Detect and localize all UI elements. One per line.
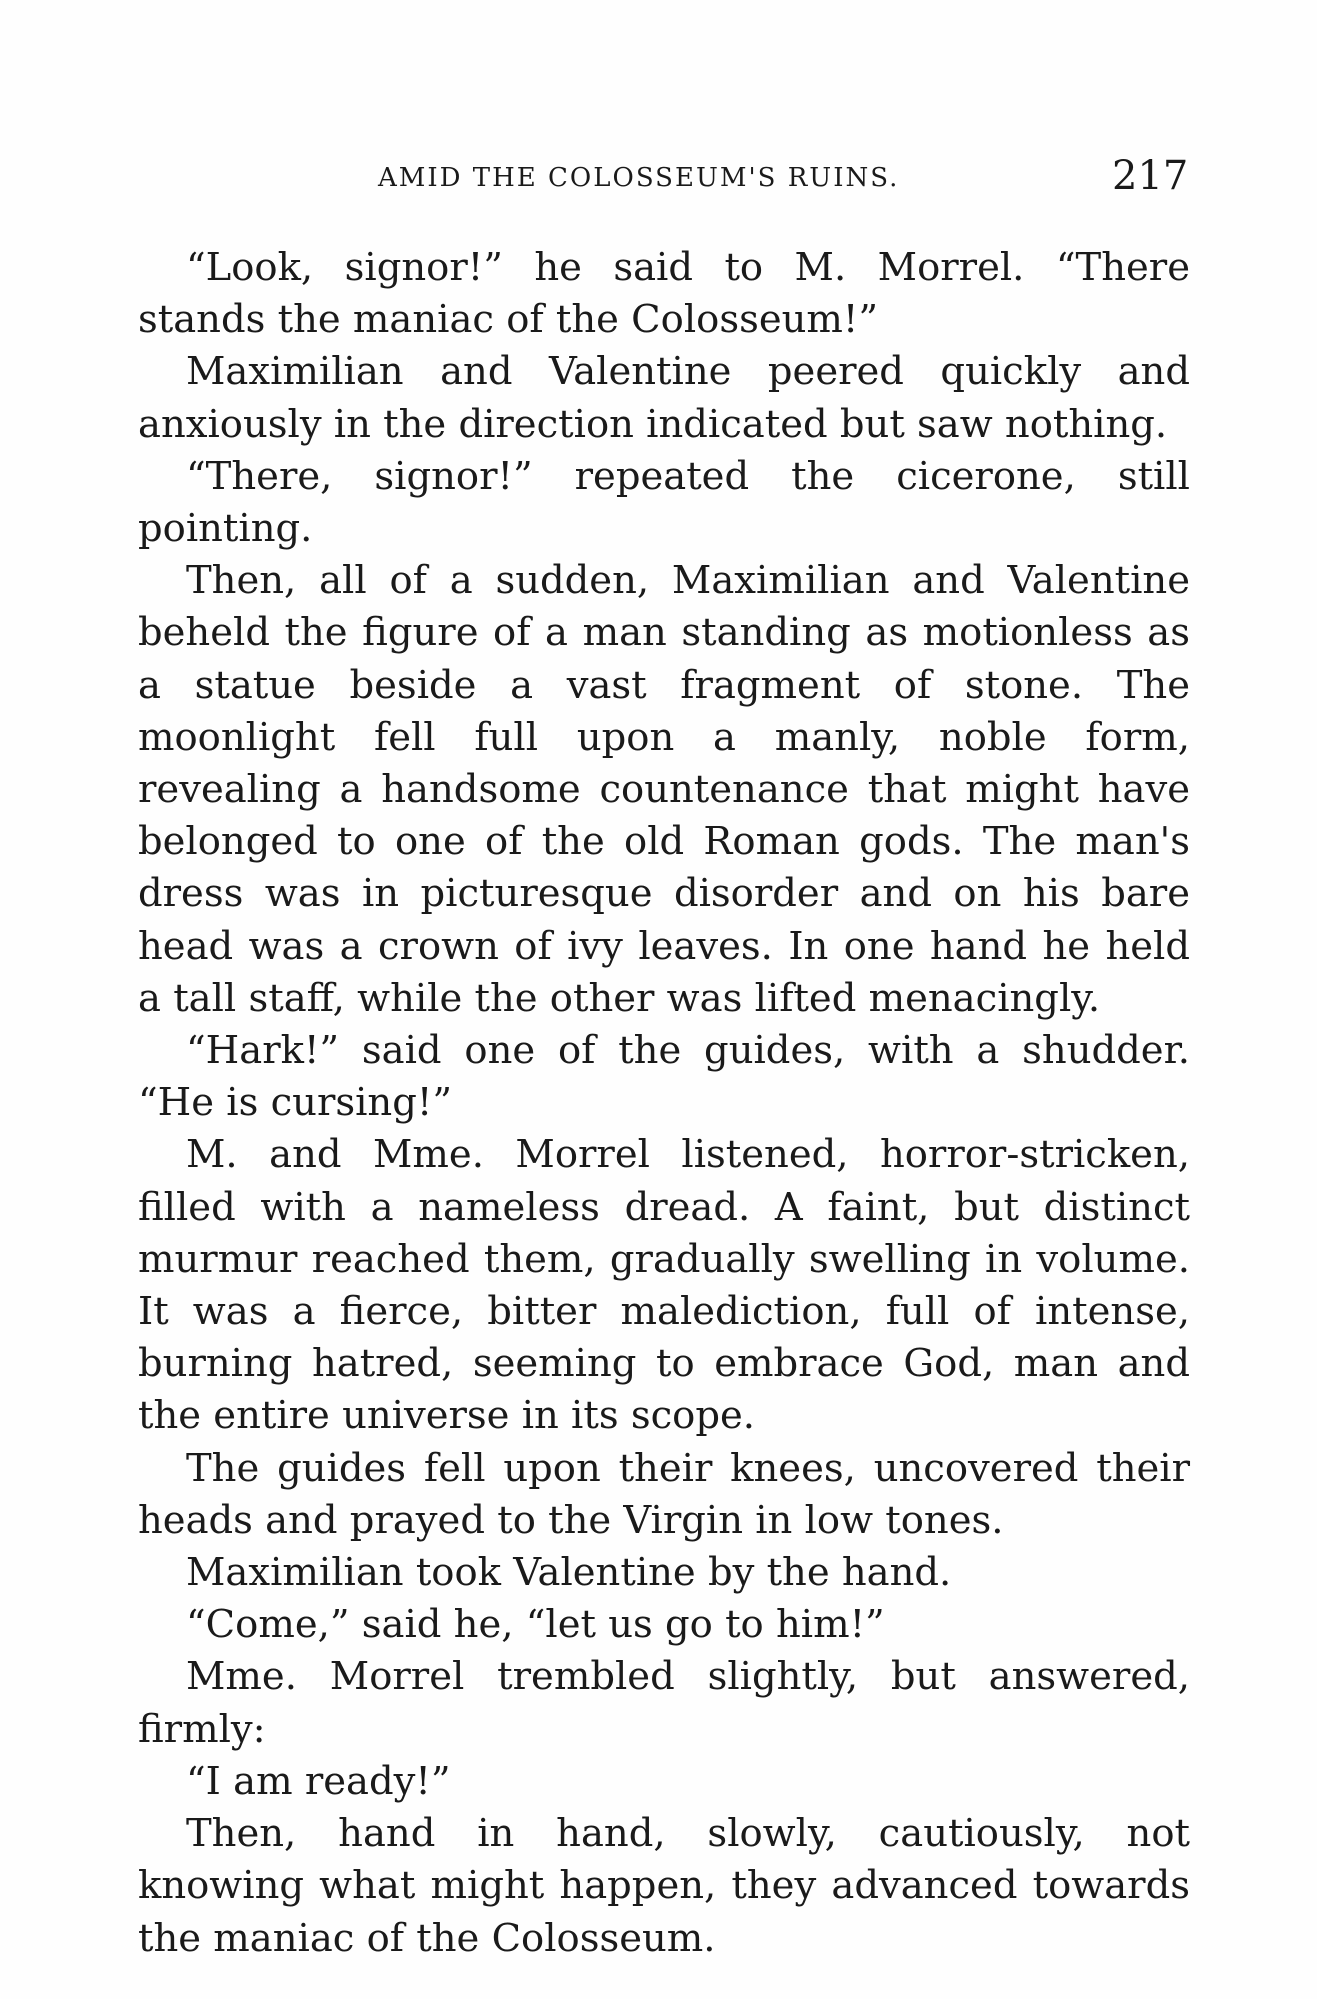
paragraph: “Look, signor!” he said to M. Morrel. “There stands the maniac of the Colosseum!” (138, 245, 1190, 343)
paragraph: “Hark!” said one of the guides, with a shudder. “He is cursing!” (138, 1028, 1190, 1126)
paragraph: “There, signor!” repeated the cicerone, still pointing. (138, 453, 1190, 552)
running-title: AMID THE COLOSSEUM'S RUINS. (378, 163, 900, 193)
paragraph: Maximilian and Valentine peered quickly and anxiously in the direction indicated but saw nothing. (138, 349, 1190, 447)
paragraph: Then, hand in hand, slowly, cautiously, not knowing what might happen, they advanced towards the maniac of the Colosseum. (138, 1811, 1190, 1961)
body-text (138, 242, 1190, 1965)
running-head (0, 153, 1317, 199)
paragraph: Maximilian took Valentine by the hand. (186, 1550, 952, 1596)
paragraph: The guides fell upon their knees, uncovered their heads and prayed to the Virgin in low tones. (138, 1445, 1190, 1543)
paragraph: Then, all of a sudden, Maximilian and Valentine beheld the figure of a man standing as motionless as a statue beside a vast fragment of stone. The moonlight fell full upon a manly, noble form, revealing a handsome countenance that might have belonged to one of the old Roman gods. The man's dress was in picturesque disorder and on his bare head was a crown of ivy leaves. In one hand he held a tall staff, while the other was lifted menacingly. (138, 558, 1190, 1021)
page-number: 217 (1112, 153, 1189, 199)
paragraph: “Come,” said he, “let us go to him!” (186, 1602, 885, 1648)
paragraph: Mme. Morrel trembled slightly, but answered, firmly: (138, 1654, 1190, 1752)
paragraph: M. and Mme. Morrel listened, horror-stricken, filled with a nameless dread. A faint, but distinct murmur reached them, gradually swelling in volume. It was a fierce, bitter malediction, full of intense, burning hatred, seeming to embrace God, man and the entire universe in its scope. (138, 1132, 1190, 1439)
paragraph: “I am ready!” (186, 1758, 451, 1804)
